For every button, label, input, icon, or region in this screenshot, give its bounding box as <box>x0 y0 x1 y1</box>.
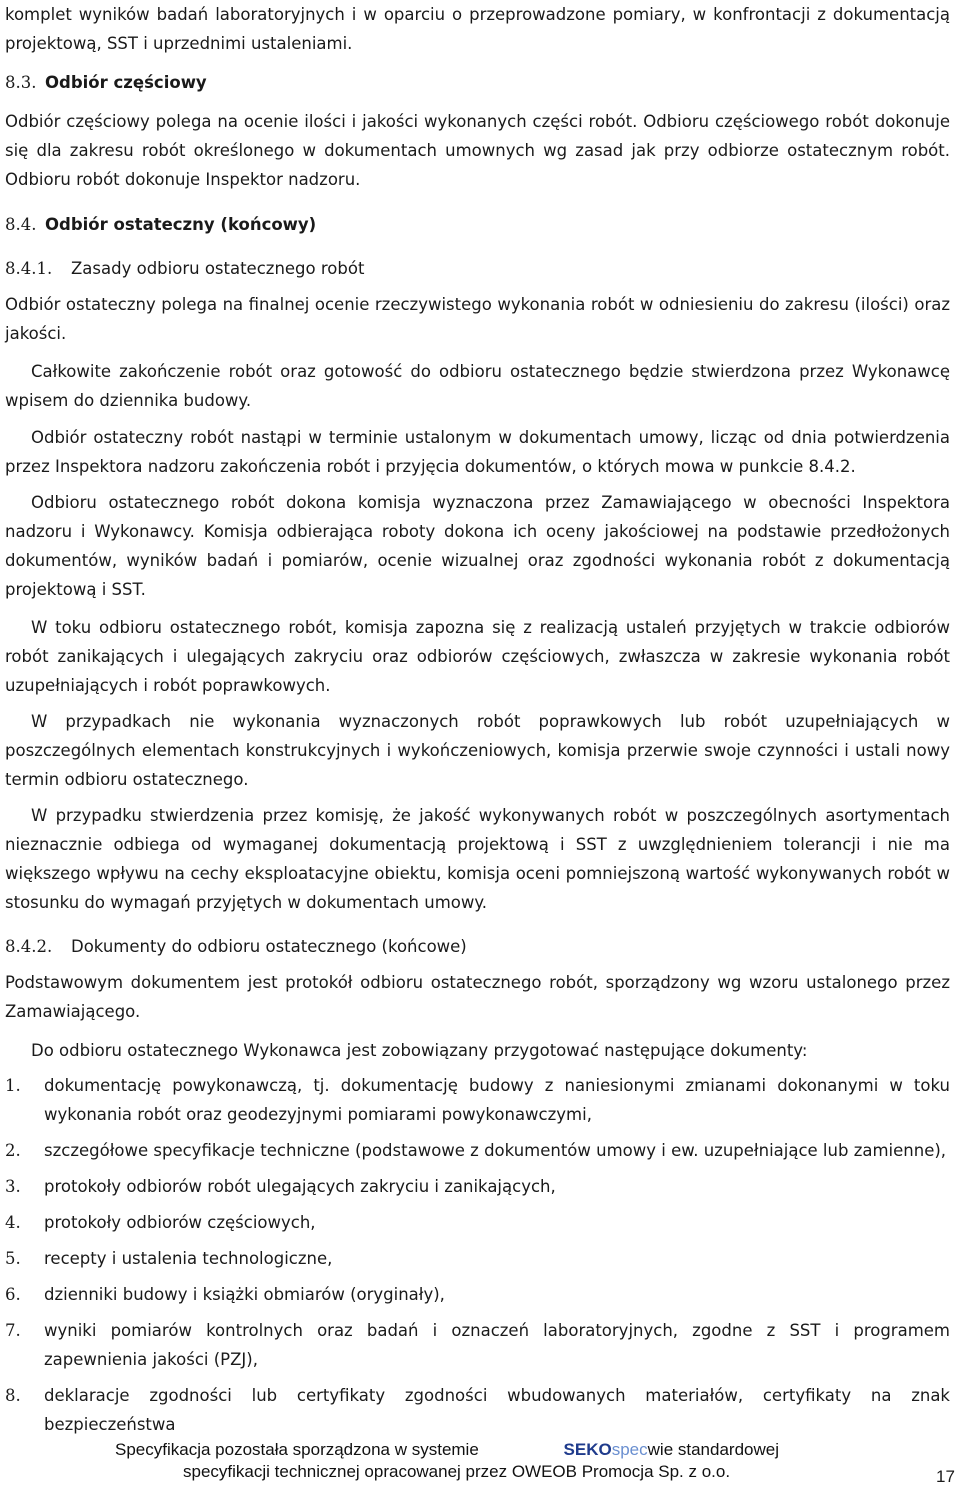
section-number: 8.4. <box>5 215 37 234</box>
documents-list <box>5 1071 950 1439</box>
section-title: Dokumenty do odbioru ostatecznego (końcowe) <box>71 937 467 956</box>
paragraph-8-4-1-d: Odbioru ostatecznego robót dokona komisja wyznaczona przez Zamawiającego w obecności Inspektora nadzoru i Wykonawcy. Komisja odbierająca roboty dokona ich oceny jakościowej na podstawie przedłożonych dokumentów, wyników badań i pomiarów, ocenie wizualnej oraz zgodności wykonania robót z dokumentacją projektową i SST. <box>5 493 950 599</box>
section-title: Odbiór częściowy <box>45 73 207 92</box>
section-title: Odbiór ostateczny (końcowy) <box>45 215 317 234</box>
list-number: 2. <box>5 1141 21 1160</box>
list-text: recepty i ustalenia technologiczne, <box>44 1249 333 1268</box>
seko-logo-part-b: spec <box>611 1440 648 1459</box>
paragraph-8-4-1-c: Odbiór ostateczny robót nastąpi w terminie ustalonym w dokumentach umowy, licząc od dnia potwierdzenia przez Inspektora nadzoru zakończenia robót i przyjęcia dokumentów, o których mowa w punkcie 8.4.2. <box>5 428 950 476</box>
footer-suffix: wie standardowej <box>647 1440 779 1459</box>
list-text: dzienniki budowy i książki obmiarów (oryginały), <box>44 1285 445 1304</box>
paragraph-8-3: Odbiór częściowy polega na ocenie ilości i jakości wykonanych części robót. Odbioru częściowego robót dokonuje się dla zakresu robót określonego w dokumentach umownych wg zasad jak przy odbiorze ostatecznym robót. Odbioru robót dokonuje Inspektor nadzoru. <box>5 112 950 189</box>
list-text: protokoły odbiorów robót ulegających zakryciu i zanikających, <box>44 1177 556 1196</box>
list-number: 3. <box>5 1177 21 1196</box>
heading-8-4-2 <box>5 932 950 961</box>
seko-logo-part-a: SEKO <box>563 1440 612 1459</box>
list-number: 5. <box>5 1249 21 1268</box>
paragraph-8-4-1-b: Całkowite zakończenie robót oraz gotowość do odbioru ostatecznego będzie stwierdzona przez Wykonawcę wpisem do dziennika budowy. <box>5 362 950 410</box>
list-text: szczegółowe specyfikacje techniczne (podstawowe z dokumentów umowy i ew. uzupełniające lub zamienne), <box>44 1141 947 1160</box>
list-item <box>5 1381 950 1439</box>
paragraph-8-4-1-g: W przypadku stwierdzenia przez komisję, że jakość wykonywanych robót w poszczególnych asortymentach nieznacznie odbiega od wymaganej dokumentacją projektową i SST z uwzględnieniem tolerancji i nie ma większego wpływu na cechy eksploatacyjne obiektu, komisja oceni pomniejszoną wartość wykonywanych robót w stosunku do wymagań przyjętych w dokumentach umowy. <box>5 806 950 912</box>
page-number: 17 <box>936 1467 955 1486</box>
heading-8-4-1 <box>5 254 950 283</box>
paragraph-8-4-1-a: Odbiór ostateczny polega na finalnej ocenie rzeczywistego wykonania robót w odniesieniu do zakresu (ilości) oraz jakości. <box>5 295 950 343</box>
list-text: wyniki pomiarów kontrolnych oraz badań i oznaczeń laboratoryjnych, zgodne z SST i programem zapewnienia jakości (PZJ), <box>44 1321 950 1369</box>
section-number: 8.4.1. <box>5 259 53 278</box>
list-number: 7. <box>5 1321 21 1340</box>
paragraph-8-4-1-e: W toku odbioru ostatecznego robót, komisja zapozna się z realizacją ustaleń przyjętych w trakcie odbiorów robót zanikających i ulegających zakryciu oraz odbiorów częściowych, zwłaszcza w zakresie wykonania robót uzupełniających i robót poprawkowych. <box>5 618 950 695</box>
list-number: 8. <box>5 1386 21 1405</box>
section-title: Zasady odbioru ostatecznego robót <box>71 259 365 278</box>
footer-line-2: specyfikacji technicznej opracowanej przez OWEOB Promocja Sp. z o.o. <box>183 1462 731 1481</box>
heading-8-4 <box>5 210 950 239</box>
heading-8-3 <box>5 68 950 97</box>
list-number: 4. <box>5 1213 21 1232</box>
paragraph-intro: komplet wyników badań laboratoryjnych i w oparciu o przeprowadzone pomiary, w konfrontacji z dokumentacją projektową, SST i uprzednimi ustaleniami. <box>5 5 950 53</box>
list-item <box>5 1316 950 1374</box>
list-item <box>5 1136 950 1165</box>
section-number: 8.3. <box>5 73 37 92</box>
paragraph-8-4-1-f: W przypadkach nie wykonania wyznaczonych robót poprawkowych lub robót uzupełniających w poszczególnych elementach konstrukcyjnych i wykończeniowych, komisja przerwie swoje czynności i ustali nowy termin odbioru ostatecznego. <box>5 712 950 789</box>
paragraph-8-4-2-b: Do odbioru ostatecznego Wykonawca jest zobowiązany przygotować następujące dokumenty: <box>31 1041 808 1060</box>
footer-line-1 <box>115 1439 960 1461</box>
list-text: protokoły odbiorów częściowych, <box>44 1213 316 1232</box>
list-item <box>5 1172 950 1201</box>
list-text: deklaracje zgodności lub certyfikaty zgodności wbudowanych materiałów, certyfikaty na znak bezpieczeństwa <box>44 1386 950 1434</box>
section-number: 8.4.2. <box>5 937 53 956</box>
list-item <box>5 1208 950 1237</box>
list-text: dokumentację powykonawczą, tj. dokumentację budowy z naniesionymi zmianami dokonanymi w toku wykonania robót oraz geodezyjnymi pomiarami powykonawczymi, <box>44 1076 950 1124</box>
list-item <box>5 1244 950 1273</box>
footer-prefix: Specyfikacja pozostała sporządzona w systemie <box>115 1440 479 1459</box>
list-number: 6. <box>5 1285 21 1304</box>
list-number: 1. <box>5 1076 21 1095</box>
list-item <box>5 1071 950 1129</box>
paragraph-8-4-2-a: Podstawowym dokumentem jest protokół odbioru ostatecznego robót, sporządzony wg wzoru ustalonego przez Zamawiającego. <box>5 973 950 1021</box>
list-item <box>5 1280 950 1309</box>
